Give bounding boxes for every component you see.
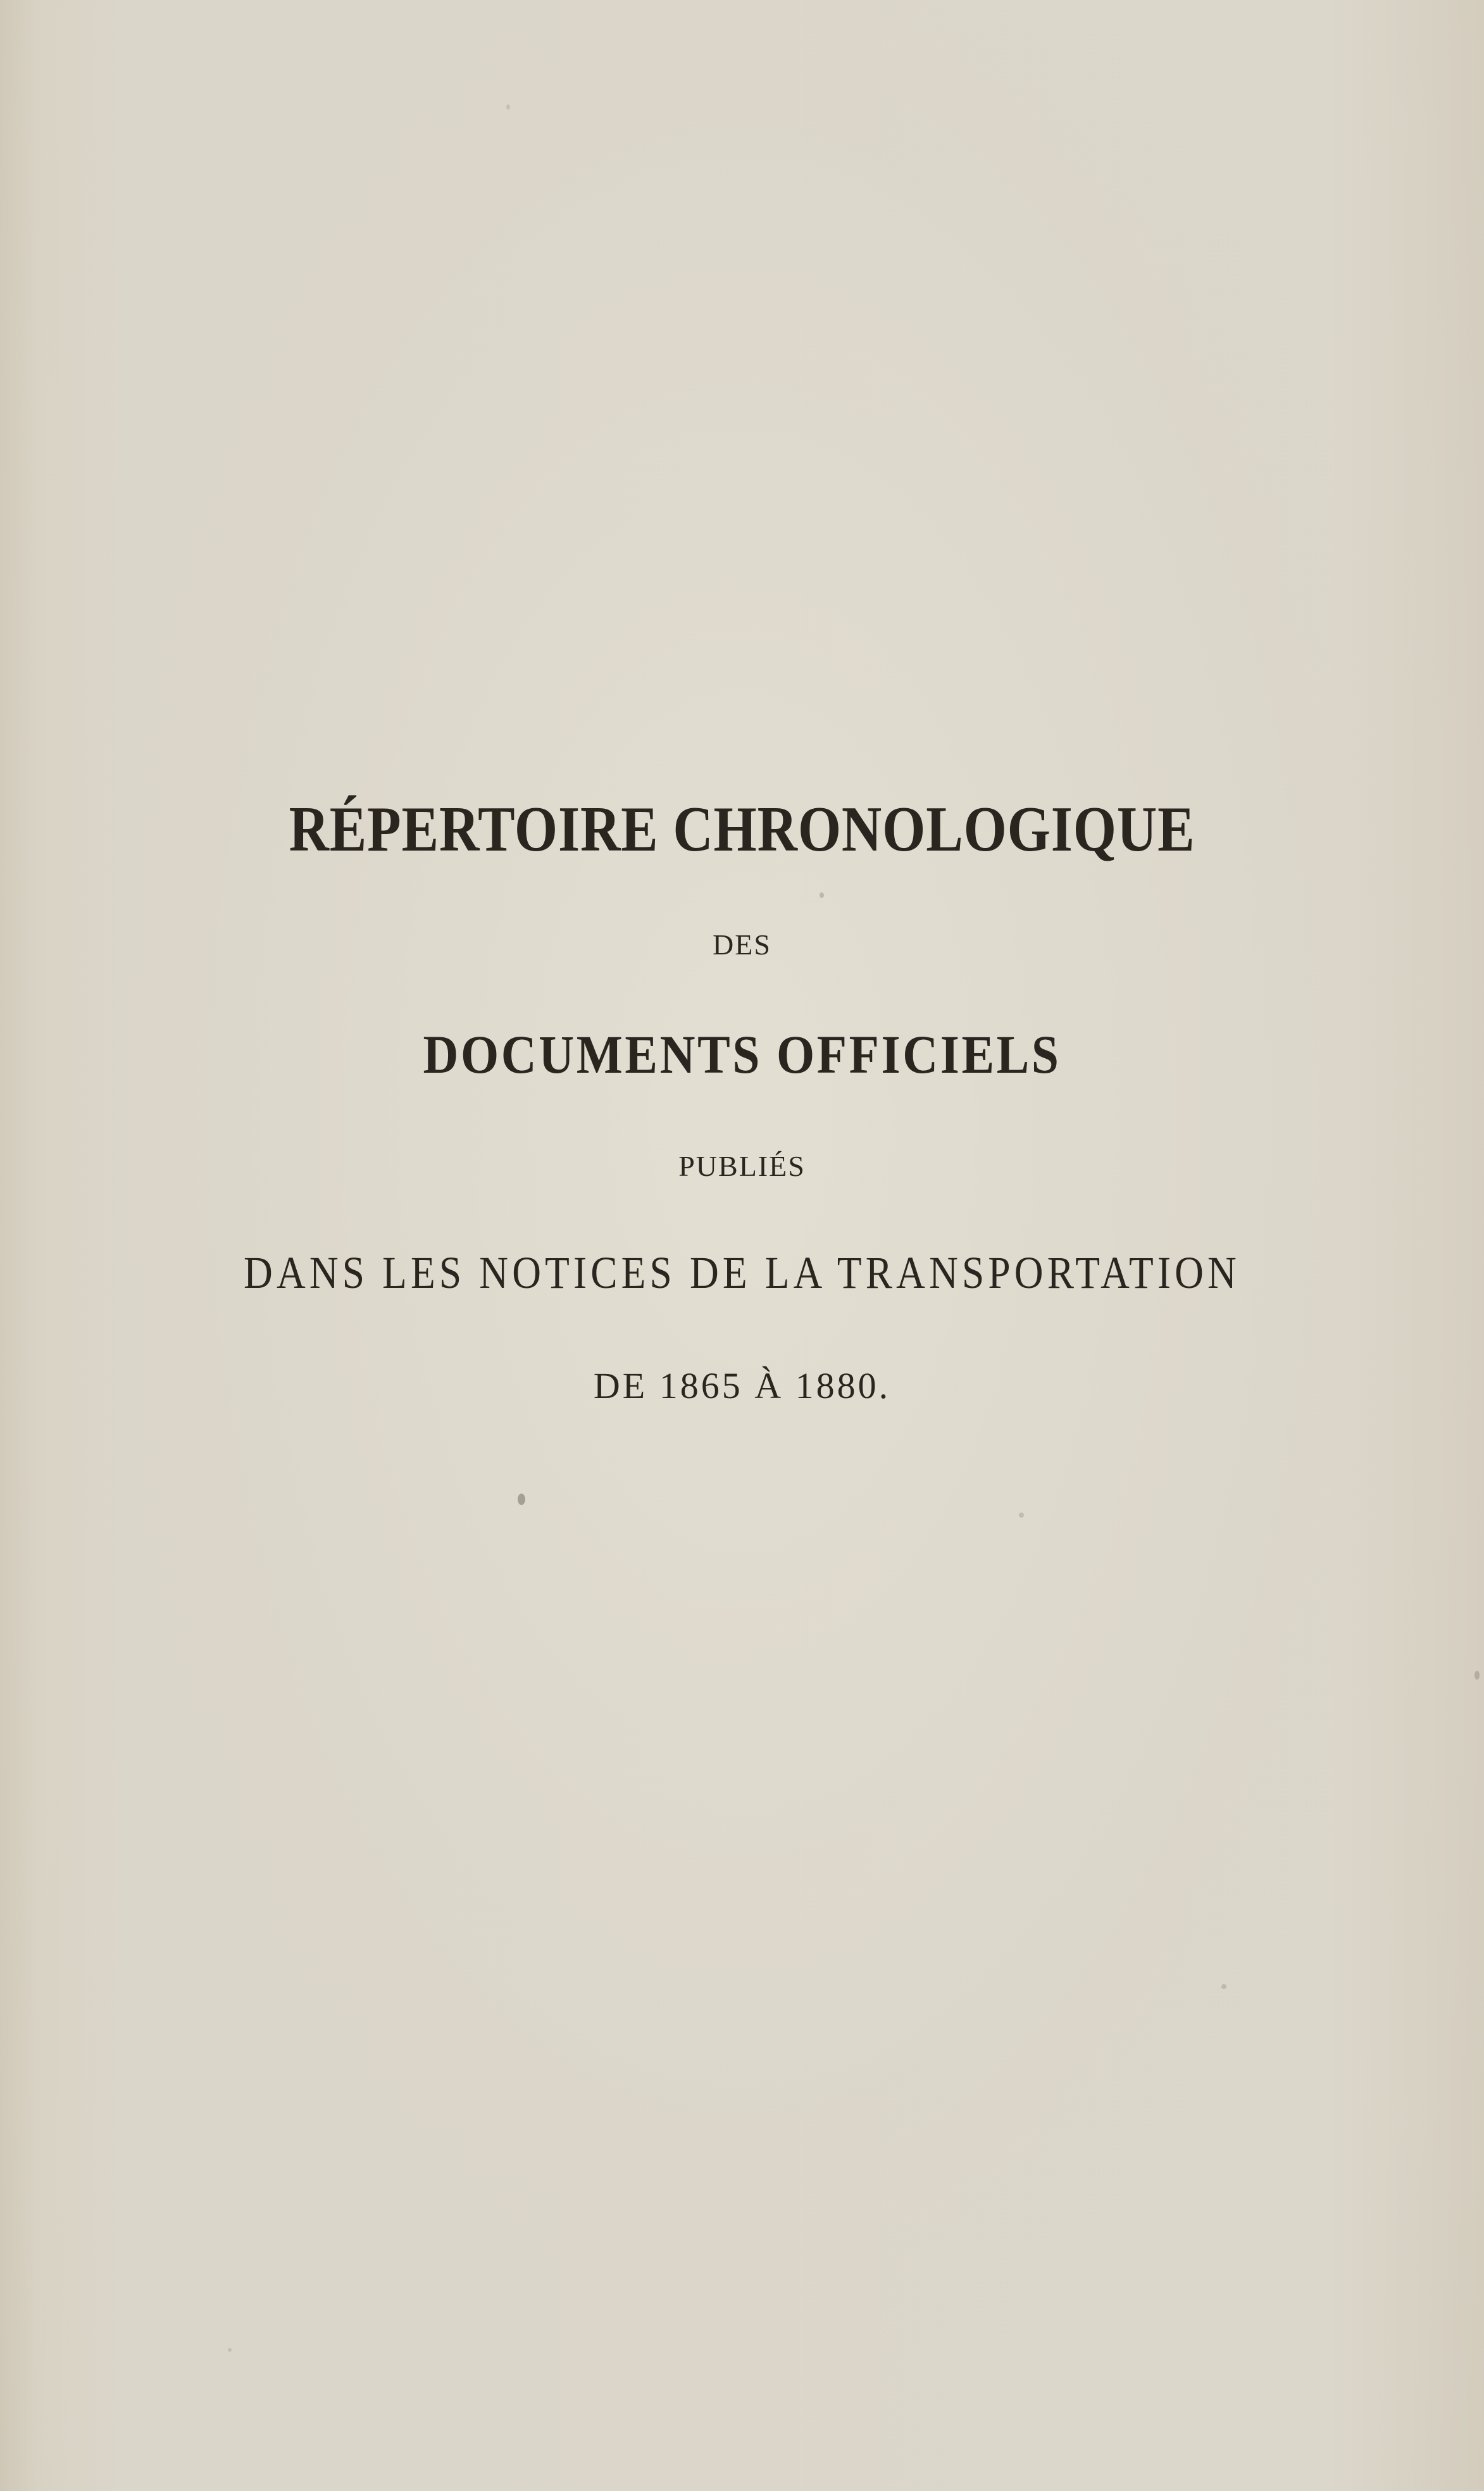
subtitle-publies: PUBLIÉS <box>678 1150 806 1182</box>
paper-speck <box>228 2348 232 2352</box>
bleed-through-texture <box>0 367 1484 437</box>
title-date-range: DE 1865 À 1880. <box>593 1365 891 1406</box>
paper-speck <box>506 104 510 109</box>
paper-speck <box>1475 1671 1480 1680</box>
paper-speck <box>820 892 824 898</box>
subtitle-des: DES <box>713 928 771 961</box>
title-documents-officiels: DOCUMENTS OFFICIELS <box>423 1024 1061 1085</box>
paper-speck <box>518 1494 525 1505</box>
title-notices-transportation: DANS LES NOTICES DE LA TRANSPORTATION <box>244 1247 1240 1298</box>
paper-speck <box>1019 1513 1024 1518</box>
paper-speck <box>1221 1984 1226 1989</box>
title-repertoire-chronologique: RÉPERTOIRE CHRONOLOGIQUE <box>289 794 1195 865</box>
